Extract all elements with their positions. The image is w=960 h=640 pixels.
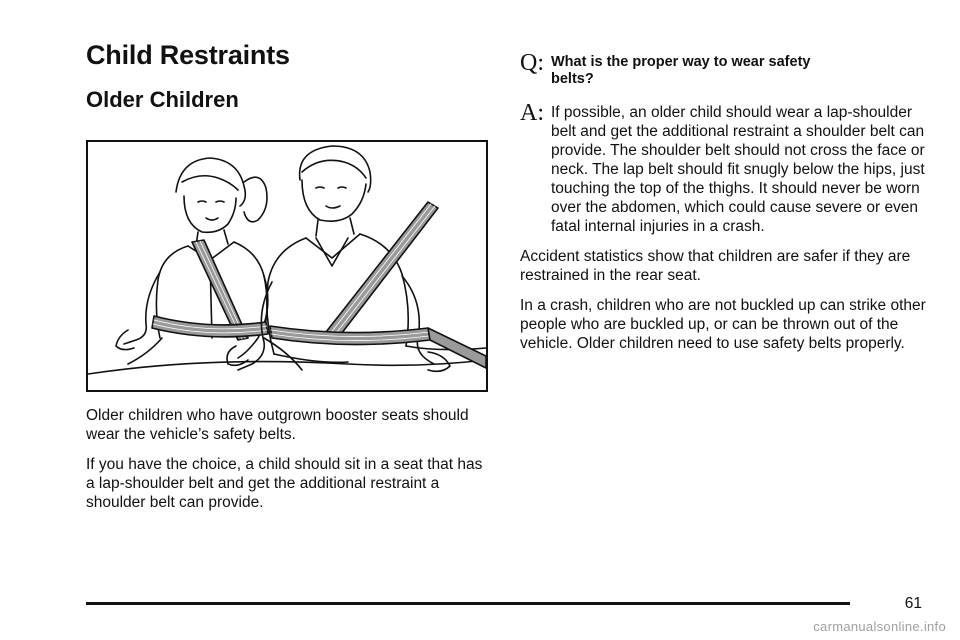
question-text: What is the proper way to wear safety belts? bbox=[551, 54, 811, 87]
section-heading: Older Children bbox=[86, 87, 239, 113]
question-block bbox=[520, 52, 932, 88]
paragraph: In a crash, children who are not buckled up can strike other people who are buckled up, or can be thrown out of the vehicle. Older children need to use safety belts properly. bbox=[520, 297, 926, 352]
answer-text: If possible, an older child should wear a lap-shoulder belt and get the additional restraint a shoulder belt can provide. The shoulder belt should not cross the face or neck. The lap belt should fit snugly below the hips, just touching the top of the thighs. It should never be worn over the abdomen, which could cause severe or even fatal internal injuries in a crash. bbox=[551, 104, 925, 235]
left-column-header bbox=[86, 40, 488, 112]
left-body-text bbox=[86, 406, 488, 523]
paragraph: Older children who have outgrown booster seats should wear the vehicle’s safety belts. bbox=[86, 407, 469, 443]
watermark: carmanualsonline.info bbox=[813, 619, 946, 634]
children-wearing-belts-drawing bbox=[88, 142, 486, 390]
question-marker: Q: bbox=[520, 50, 544, 76]
safety-belt-illustration bbox=[86, 140, 488, 392]
footer-rule bbox=[86, 602, 850, 605]
answer-block bbox=[520, 102, 932, 236]
paragraph: If you have the choice, a child should sit in a seat that has a lap-shoulder belt and get the additional restraint a shoulder belt can provide. bbox=[86, 456, 483, 511]
answer-marker: A: bbox=[520, 100, 544, 126]
page-number: 61 bbox=[904, 595, 922, 612]
right-column bbox=[520, 52, 932, 364]
page-title: Child Restraints bbox=[86, 40, 290, 70]
paragraph: Accident statistics show that children are safer if they are restrained in the rear seat. bbox=[520, 248, 911, 284]
